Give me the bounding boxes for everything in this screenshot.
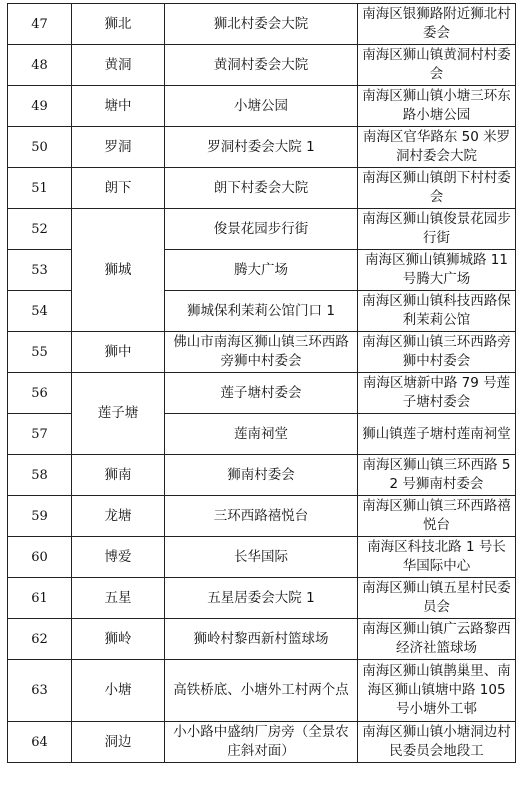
row-number: 63 <box>8 660 72 722</box>
address-cell: 南海区狮山镇朗下村村委会 <box>358 168 516 209</box>
table-row <box>8 373 516 414</box>
table-row <box>8 86 516 127</box>
site-cell: 俊景花园步行街 <box>165 209 358 250</box>
site-cell: 腾大广场 <box>165 250 358 291</box>
village-cell: 五星 <box>72 578 165 619</box>
table-row <box>8 660 516 722</box>
row-number: 55 <box>8 332 72 373</box>
table-row <box>8 496 516 537</box>
site-cell: 小塘公园 <box>165 86 358 127</box>
row-number: 51 <box>8 168 72 209</box>
village-cell: 龙塘 <box>72 496 165 537</box>
address-cell: 南海区狮山镇科技西路保利茉莉公馆 <box>358 291 516 332</box>
row-number: 54 <box>8 291 72 332</box>
address-cell: 南海区狮山镇小塘三环东路小塘公园 <box>358 86 516 127</box>
site-cell: 莲子塘村委会 <box>165 373 358 414</box>
village-cell: 小塘 <box>72 660 165 722</box>
site-table <box>7 3 516 763</box>
village-cell: 狮中 <box>72 332 165 373</box>
address-cell: 南海区狮山镇三环西路 52 号狮南村委会 <box>358 455 516 496</box>
row-number: 60 <box>8 537 72 578</box>
village-cell: 塘中 <box>72 86 165 127</box>
address-cell: 南海区塘新中路 79 号莲子塘村委会 <box>358 373 516 414</box>
site-cell: 狮南村委会 <box>165 455 358 496</box>
village-cell: 罗洞 <box>72 127 165 168</box>
table-row <box>8 619 516 660</box>
site-cell: 五星居委会大院 1 <box>165 578 358 619</box>
row-number: 56 <box>8 373 72 414</box>
village-cell: 黄洞 <box>72 45 165 86</box>
row-number: 64 <box>8 722 72 763</box>
address-cell: 南海区狮山镇广云路黎西经济社篮球场 <box>358 619 516 660</box>
address-cell: 南海区狮山镇鹊巢里、南海区狮山镇塘中路 105 号小塘外工邨 <box>358 660 516 722</box>
village-cell: 朗下 <box>72 168 165 209</box>
address-cell: 狮山镇莲子塘村莲南祠堂 <box>358 414 516 455</box>
site-cell: 狮北村委会大院 <box>165 4 358 45</box>
village-cell: 狮北 <box>72 4 165 45</box>
address-cell: 南海区科技北路 1 号长华国际中心 <box>358 537 516 578</box>
address-cell: 南海区银狮路附近狮北村委会 <box>358 4 516 45</box>
site-cell: 罗洞村委会大院 1 <box>165 127 358 168</box>
site-cell: 黄洞村委会大院 <box>165 45 358 86</box>
site-cell: 小小路中盛纳厂房旁（全景农庄斜对面） <box>165 722 358 763</box>
table-row <box>8 578 516 619</box>
address-cell: 南海区狮山镇小塘洞边村民委员会地段工 <box>358 722 516 763</box>
address-cell: 南海区狮山镇黄洞村村委会 <box>358 45 516 86</box>
table-row <box>8 722 516 763</box>
table-row <box>8 45 516 86</box>
site-cell: 狮城保利茉莉公馆门口 1 <box>165 291 358 332</box>
table-row <box>8 537 516 578</box>
table-row <box>8 127 516 168</box>
address-cell: 南海区狮山镇三环西路旁狮中村委会 <box>358 332 516 373</box>
row-number: 53 <box>8 250 72 291</box>
site-cell: 朗下村委会大院 <box>165 168 358 209</box>
address-cell: 南海区狮山镇狮城路 11 号腾大广场 <box>358 250 516 291</box>
site-cell: 莲南祠堂 <box>165 414 358 455</box>
row-number: 62 <box>8 619 72 660</box>
row-number: 58 <box>8 455 72 496</box>
address-cell: 南海区狮山镇三环西路禧悦台 <box>358 496 516 537</box>
address-cell: 南海区狮山镇五星村民委员会 <box>358 578 516 619</box>
row-number: 57 <box>8 414 72 455</box>
table-row <box>8 4 516 45</box>
village-cell: 狮岭 <box>72 619 165 660</box>
table-row <box>8 209 516 250</box>
row-number: 50 <box>8 127 72 168</box>
row-number: 61 <box>8 578 72 619</box>
row-number: 47 <box>8 4 72 45</box>
site-cell: 佛山市南海区狮山镇三环西路旁狮中村委会 <box>165 332 358 373</box>
row-number: 49 <box>8 86 72 127</box>
row-number: 52 <box>8 209 72 250</box>
village-cell: 狮城 <box>72 209 165 332</box>
address-cell: 南海区狮山镇俊景花园步行街 <box>358 209 516 250</box>
table-row <box>8 455 516 496</box>
site-cell: 长华国际 <box>165 537 358 578</box>
row-number: 59 <box>8 496 72 537</box>
village-cell: 洞边 <box>72 722 165 763</box>
village-cell: 莲子塘 <box>72 373 165 455</box>
site-cell: 高铁桥底、小塘外工村两个点 <box>165 660 358 722</box>
table-row <box>8 332 516 373</box>
village-cell: 狮南 <box>72 455 165 496</box>
village-cell: 博爱 <box>72 537 165 578</box>
table-row <box>8 168 516 209</box>
site-cell: 狮岭村黎西新村篮球场 <box>165 619 358 660</box>
row-number: 48 <box>8 45 72 86</box>
address-cell: 南海区官华路东 50 米罗洞村委会大院 <box>358 127 516 168</box>
site-cell: 三环西路禧悦台 <box>165 496 358 537</box>
